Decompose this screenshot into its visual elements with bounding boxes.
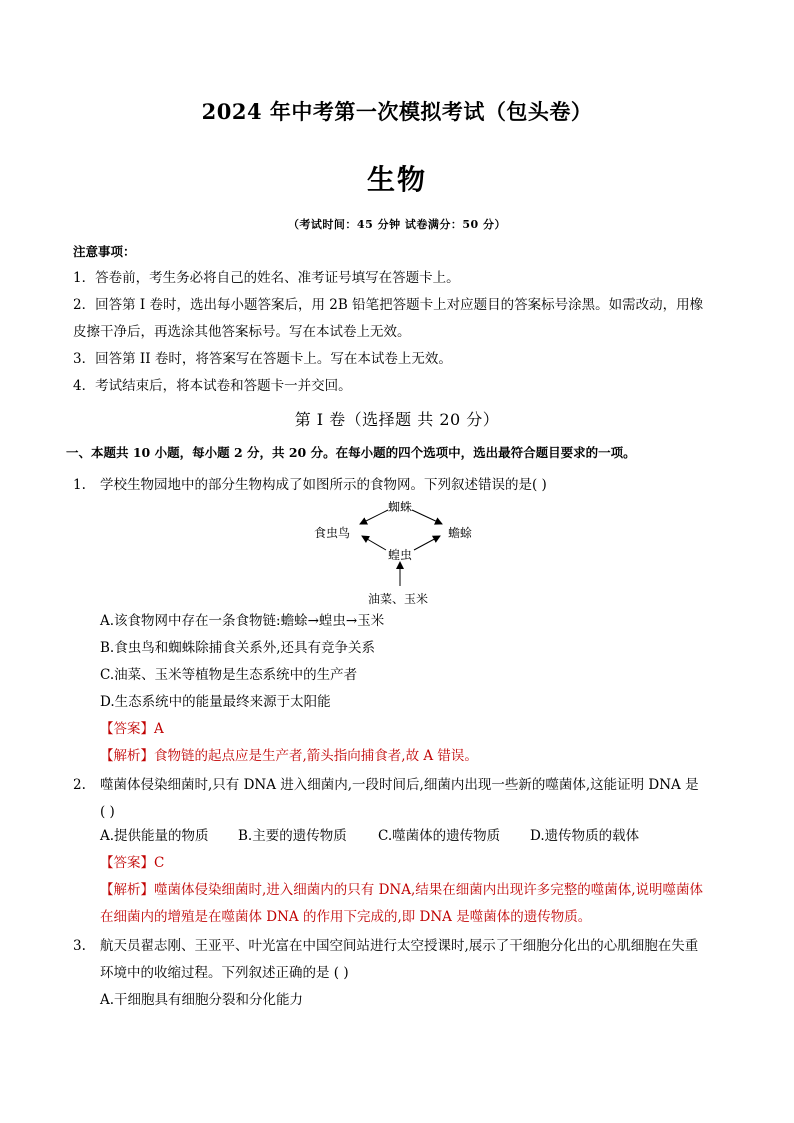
option-d: D.生态系统中的能量最终来源于太阳能 — [100, 694, 331, 710]
question-number: 1. — [73, 477, 86, 493]
answer-label: 【答案】 — [100, 721, 154, 737]
option-c: C.噬菌体的遗传物质 — [378, 828, 501, 844]
arrow-locust-to-toad — [414, 536, 440, 550]
option-d: D.遗传物质的载体 — [530, 828, 640, 844]
node-spider: 蜘蛛 — [388, 500, 413, 514]
answer-line — [100, 854, 164, 872]
arrow-spider-to-toad — [412, 510, 442, 524]
analysis-label: 【解析】 — [100, 748, 154, 764]
notes-heading: 注意事项： — [73, 244, 136, 259]
arrow-spider-to-bird — [360, 510, 388, 524]
instruction-prefix: 一、本题共 10 小题，每小题 2 分，共 20 分。在每小题的 — [66, 445, 399, 460]
option-b: B.食虫鸟和蜘蛛除捕食关系外,还具有竞争关系 — [100, 640, 376, 656]
node-insectivorous-bird: 食虫鸟 — [314, 526, 351, 540]
question-text-cont: ( ) — [100, 804, 115, 820]
question-number: 3. — [73, 938, 86, 954]
answer-label: 【答案】 — [100, 855, 154, 871]
option-a: A.干细胞具有细胞分裂和分化能力 — [100, 992, 304, 1008]
section-title: 第 I 卷（选择题 共 20 分） — [294, 410, 500, 429]
option-a: A.该食物网中存在一条食物链:蟾蜍→蝗虫→玉米 — [100, 613, 385, 629]
question-text: 噬菌体侵染细菌时,只有 DNA 进入细菌内,一段时间后,细菌内出现一些新的噬菌体,这能证明 DNA 是 — [100, 777, 699, 793]
question-number: 2. — [73, 777, 86, 793]
food-web-diagram — [300, 494, 500, 614]
instruction-suffix: ，选出最符合题目要求的一项。 — [460, 445, 636, 460]
exam-info: （考试时间：45 分钟 试卷满分：50 分） — [287, 218, 507, 231]
analysis-line — [100, 881, 703, 899]
exam-title: 2024 年中考第一次模拟考试（包头卷） — [201, 99, 593, 124]
note-item: 1．答卷前，考生务必将自己的姓名、准考证号填写在答题卡上。 — [73, 270, 460, 286]
note-item: 2．回答第 I 卷时，选出每小题答案后，用 2B 铅笔把答题卡上对应题目的答案标号涂黑。如需改动，用橡 — [73, 297, 704, 313]
answer-value: C — [154, 855, 165, 871]
analysis-text-cont-span: 在细菌内的增殖是在噬菌体 DNA 的作用下完成的,即 DNA 是噬菌体的遗传物质。 — [100, 909, 592, 925]
analysis-line — [100, 747, 478, 765]
analysis-text-cont — [100, 908, 591, 926]
option-c: C.油菜、玉米等植物是生态系统中的生产者 — [100, 667, 358, 683]
answer-line — [100, 720, 164, 738]
option-a: A.提供能量的物质 — [100, 828, 209, 844]
node-locust: 蝗虫 — [388, 548, 413, 562]
arrow-locust-to-bird — [362, 536, 386, 550]
analysis-label: 【解析】 — [100, 882, 154, 898]
question-text-cont: 环境中的收缩过程。下列叙述正确的是 ( ) — [100, 965, 349, 981]
question-text: 航天员翟志刚、王亚平、叶光富在中国空间站进行太空授课时,展示了干细胞分化出的心肌细胞在失重 — [100, 938, 699, 954]
question-text: 学校生物园地中的部分生物构成了如图所示的食物网。下列叙述错误的是( ) — [100, 477, 547, 493]
subject-title: 生物 — [366, 163, 427, 196]
section-instruction — [66, 444, 636, 462]
instruction-bold: 四个选项中 — [398, 445, 461, 460]
node-toad: 蟾蜍 — [448, 526, 473, 540]
note-item: 4．考试结束后，将本试卷和答题卡一并交回。 — [73, 378, 352, 394]
node-plants: 油菜、玉米 — [368, 592, 429, 606]
note-item: 皮擦干净后，再选涂其他答案标号。写在本试卷上无效。 — [73, 324, 411, 340]
analysis-text: 食物链的起点应是生产者,箭头指向捕食者,故 A 错误。 — [154, 748, 478, 764]
note-item: 3．回答第 II 卷时，将答案写在答题卡上。写在本试卷上无效。 — [73, 351, 452, 367]
option-b: B.主要的遗传物质 — [238, 828, 347, 844]
answer-value: A — [154, 721, 164, 737]
analysis-text: 噬菌体侵染细菌时,进入细菌内的只有 DNA,结果在细菌内出现许多完整的噬菌体,说明噬菌体 — [154, 882, 704, 898]
